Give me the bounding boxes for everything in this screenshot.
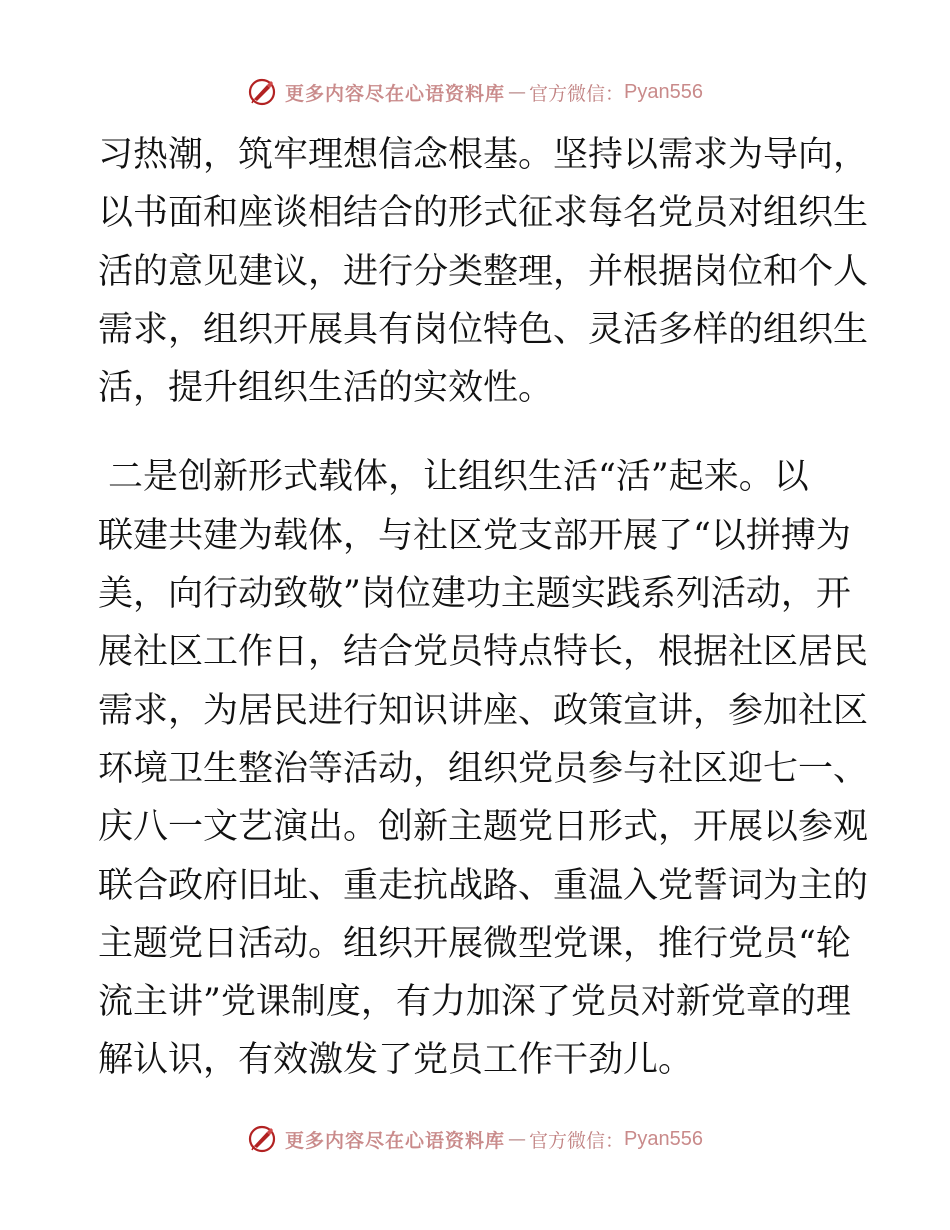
banner-separator: — — [508, 1128, 527, 1150]
text-line: 需求，为居民进行知识讲座、政策宣讲，参加社区 — [98, 690, 869, 731]
text-line: 联建共建为载体，与社区党支部开展了“以拼搏为 — [98, 515, 851, 556]
text-line: 解认识，有效激发了党员工作干劲儿。 — [98, 1040, 694, 1081]
paragraph-spacer — [98, 417, 858, 448]
header-watermark-banner — [0, 72, 950, 112]
text-line: 联合政府旧址、重走抗战路、重温入党誓词为主的 — [98, 865, 869, 906]
banner-contact-label: 官方微信： — [529, 1129, 625, 1152]
text-line: 展社区工作日，结合党员特点特长，根据社区居民 — [98, 632, 869, 673]
banner-separator: — — [508, 81, 527, 103]
text-line: 美，向行动致敬”岗位建功主题实践系列活动，开 — [98, 574, 851, 615]
text-line: 庆八一文艺演出。创新主题党日形式，开展以参观 — [98, 807, 869, 848]
text-line: 活，提升组织生活的实效性。 — [98, 368, 554, 409]
footer-watermark-banner — [0, 1119, 950, 1159]
paragraph-1 — [98, 126, 869, 417]
banner-brand-text: 更多内容尽在心语资料库 — [285, 82, 506, 105]
banner-contact-id: Pyan556 — [624, 1127, 703, 1150]
text-line: 环境卫生整治等活动，组织党员参与社区迎七一、 — [98, 748, 869, 789]
text-line: 需求，组织开展具有岗位特色、灵活多样的组织生 — [98, 309, 869, 350]
banner-contact-id: Pyan556 — [624, 80, 703, 103]
banner-brand-text: 更多内容尽在心语资料库 — [285, 1129, 506, 1152]
quill-pen-logo-icon — [247, 77, 277, 107]
text-line: 活的意见建议，进行分类整理，并根据岗位和个人 — [98, 251, 869, 292]
text-line: 流主讲”党课制度，有力加深了党员对新党章的理 — [98, 982, 851, 1023]
quill-pen-logo-icon — [247, 1124, 277, 1154]
text-line: 主题党日活动。组织开展微型党课，推行党员“轮 — [98, 923, 851, 964]
paragraph-2 — [98, 448, 869, 1089]
document-body — [98, 126, 869, 1090]
text-line: 习热潮，筑牢理想信念根基。坚持以需求为导向， — [98, 135, 869, 175]
banner-contact-label: 官方微信： — [529, 82, 625, 105]
text-line: 以书面和座谈相结合的形式征求每名党员对组织生 — [98, 193, 869, 234]
text-line: 二是创新形式载体，让组织生活“活”起来。以 — [108, 457, 809, 498]
